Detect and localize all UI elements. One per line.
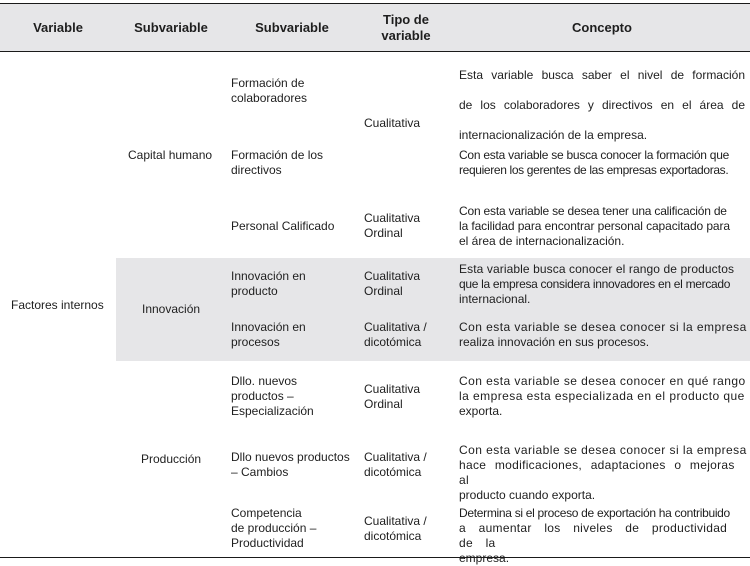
- line: Competencia: [231, 506, 302, 520]
- cell-variable: Factores internos: [11, 298, 104, 312]
- row-innovacion-producto-subvariable: [231, 269, 306, 299]
- line: – Cambios: [231, 465, 289, 479]
- line: Ordinal: [364, 284, 403, 298]
- header-tipo-line2: variable: [381, 27, 431, 43]
- line: Esta variable busca conocer el rango de productos: [459, 262, 735, 276]
- line: de producción –: [231, 521, 317, 535]
- line: Formación de: [231, 76, 305, 90]
- row-innovacion-producto-concepto: [459, 262, 749, 307]
- row-dllo-especializacion-concepto: [459, 374, 749, 419]
- line: empresa.: [459, 551, 510, 565]
- row-innovacion-producto-tipo: [364, 269, 420, 299]
- line: requieren los gerentes de las empresas exportadoras.: [459, 163, 729, 177]
- line: directivos: [231, 163, 282, 177]
- line: internacionalización de la empresa.: [459, 128, 648, 142]
- line: dicotómica: [364, 335, 422, 349]
- line: dicotómica: [364, 529, 422, 543]
- row-innovacion-procesos-tipo: [364, 320, 427, 350]
- line: Con esta variable se desea conocer si la empresa: [459, 443, 747, 457]
- line: de los colaboradores y directivos en el área de: [459, 98, 745, 112]
- row-formacion-colaboradores-concepto: [459, 68, 745, 158]
- row-personal-calificado-concepto: [459, 204, 749, 249]
- line: Cualitativa /: [364, 450, 427, 464]
- line: Ordinal: [364, 397, 403, 411]
- row-dllo-cambios-concepto: [459, 443, 749, 503]
- row-capital-humano-tipo: Cualitativa: [364, 116, 421, 130]
- line: Cualitativa /: [364, 514, 427, 528]
- line: internacional.: [459, 292, 531, 306]
- line: Con esta variable se desea conocer si la empresa: [459, 320, 747, 334]
- line: Con esta variable se busca conocer la formación que: [459, 148, 730, 162]
- line: Cualitativa /: [364, 320, 427, 334]
- line: producto: [231, 284, 278, 298]
- line: Innovación en: [231, 320, 306, 334]
- row-dllo-especializacion-tipo: [364, 382, 420, 412]
- row-competencia-productividad-tipo: [364, 514, 427, 544]
- line: la empresa esta especializada en el producto que: [459, 389, 745, 403]
- header-tipo-line1: Tipo de: [383, 11, 429, 27]
- row-personal-calificado-tipo: [364, 211, 420, 241]
- line: realiza innovación en sus procesos.: [459, 335, 650, 349]
- header-concepto: Concepto: [572, 19, 632, 35]
- row-formacion-directivos-subvariable: [231, 148, 323, 178]
- line: Dllo nuevos productos: [231, 450, 350, 464]
- line: Cualitativa: [364, 382, 421, 396]
- line: Con esta variable se desea conocer en qué rango: [459, 374, 746, 388]
- line: la facilidad para encontrar personal capacitado para: [459, 219, 730, 233]
- line: Esta variable busca saber el nivel de formación: [459, 68, 745, 82]
- line: Determina si el proceso de exportación ha contribuido: [459, 506, 730, 520]
- row-personal-calificado-subvariable: Personal Calificado: [231, 219, 335, 233]
- line: Ordinal: [364, 226, 403, 240]
- row-dllo-especializacion-subvariable: [231, 374, 314, 419]
- line: que la empresa considera innovadores en el mercado: [459, 277, 731, 291]
- cell-group-produccion: Producción: [141, 452, 202, 466]
- line: Con esta variable se desea tener una calificación de: [459, 204, 727, 218]
- row-formacion-colaboradores-subvariable: [231, 76, 307, 106]
- row-formacion-directivos-concepto: [459, 148, 749, 178]
- header-variable: Variable: [33, 19, 83, 35]
- table-bottom-rule: [0, 557, 750, 558]
- row-competencia-productividad-subvariable: [231, 506, 316, 551]
- header-subvariable-2: Subvariable: [255, 19, 329, 35]
- line: exporta.: [459, 404, 503, 418]
- line: Formación de los: [231, 148, 324, 162]
- row-innovacion-procesos-subvariable: [231, 320, 306, 350]
- cell-group-capital-humano: Capital humano: [128, 148, 213, 162]
- row-dllo-cambios-tipo: [364, 450, 427, 480]
- line: productos –: [231, 389, 294, 403]
- header-tipo-variable: [358, 4, 454, 51]
- line: Dllo. nuevos: [231, 374, 298, 388]
- line: a aumentar los niveles de productividad de la: [459, 521, 728, 550]
- line: Productividad: [231, 536, 304, 550]
- line: Cualitativa: [364, 269, 421, 283]
- header-subvariable-1: Subvariable: [134, 19, 208, 35]
- line: hace modificaciones, adaptaciones o mejoras al: [459, 458, 735, 487]
- line: Innovación en: [231, 269, 306, 283]
- row-innovacion-procesos-concepto: [459, 320, 749, 350]
- line: Especialización: [231, 404, 314, 418]
- line: procesos: [231, 335, 280, 349]
- cell-group-innovacion: Innovación: [142, 302, 201, 316]
- line: dicotómica: [364, 465, 422, 479]
- line: producto cuando exporta.: [459, 488, 596, 502]
- table-header: [0, 3, 750, 52]
- line: colaboradores: [231, 91, 308, 105]
- row-dllo-cambios-subvariable: [231, 450, 350, 480]
- line: el área de internacionalización.: [459, 234, 625, 248]
- line: Cualitativa: [364, 211, 421, 225]
